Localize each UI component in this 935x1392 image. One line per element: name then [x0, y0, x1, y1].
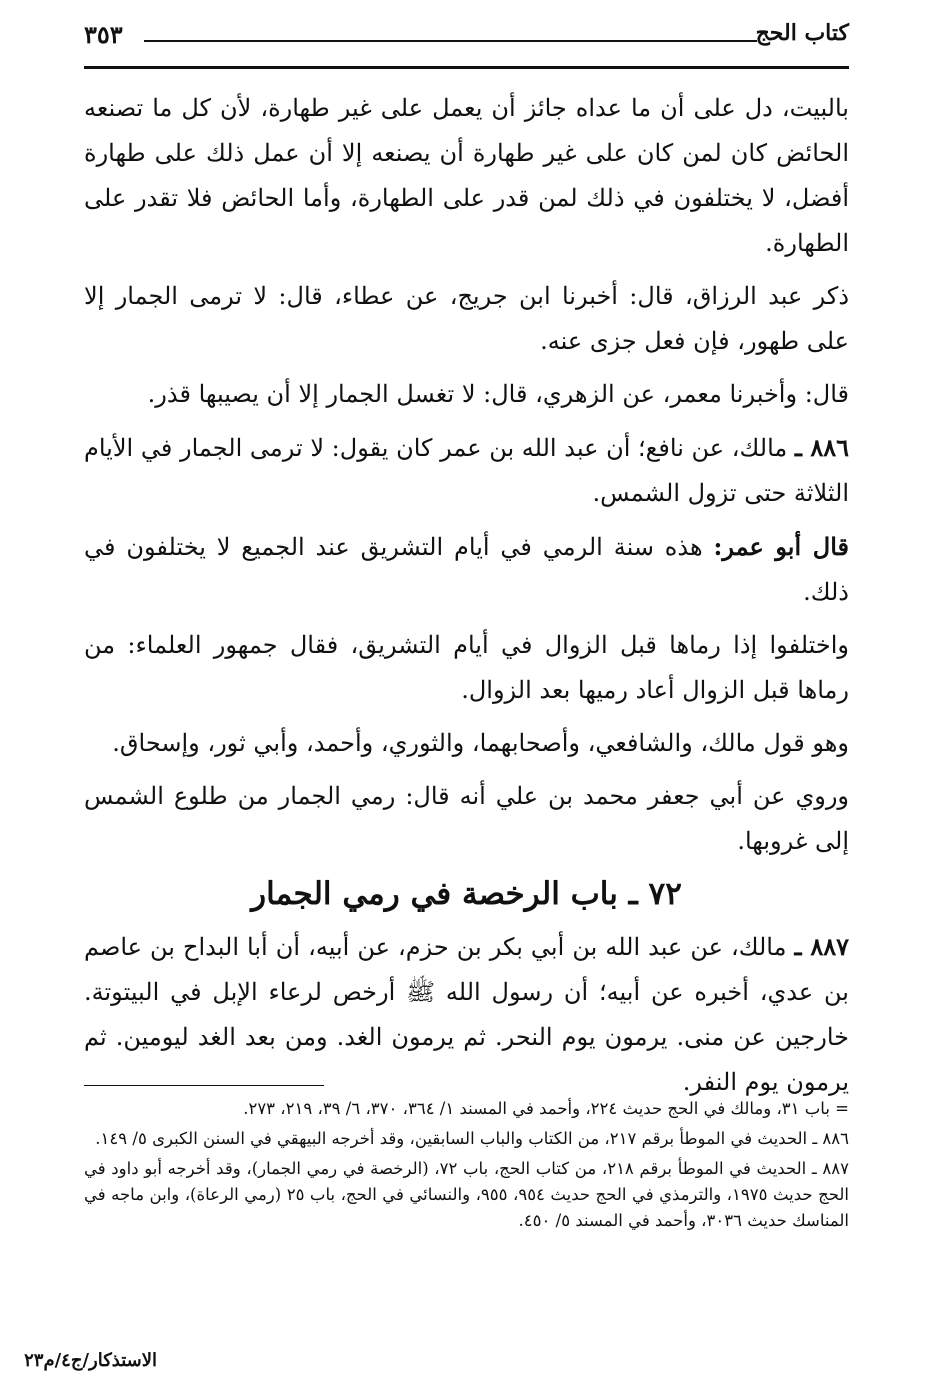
header-bottom-rule — [84, 66, 849, 69]
paragraph-text: ذكر عبد الرزاق، قال: أخبرنا ابن جريج، عن عطاء، قال: لا ترمى الجمار إلا على طهور، فإن فعل جزى عنه. — [84, 282, 849, 355]
printer-signature: الاستذكار/ج٤/م٢٣ — [24, 1350, 157, 1371]
hadith-886 — [84, 425, 849, 516]
footnote-separator — [84, 1085, 324, 1086]
header-rule — [144, 40, 757, 42]
footnote: ٨٨٧ ـ الحديث في الموطأ برقم ٢١٨، من كتاب الحج، باب ٧٢، (الرخصة في رمي الجمار)، وقد أخرجه أبو داود في الحج حديث ١٩٧٥، والترمذي في الحج حديث ٩٥٤، ٩٥٥، والنسائي في الحج، باب ٢٥ (رمي الرعاة)، وابن ماجه في المناسك حديث ٣٠٣٦، وأحمد في المسند ٥/ ٤٥٠. — [84, 1159, 850, 1230]
paragraph — [84, 86, 849, 266]
speaker-label: قال أبو عمر: — [713, 532, 849, 561]
paragraph — [84, 623, 849, 713]
hadith-number: ٨٨٦ ـ — [794, 433, 849, 462]
paragraph — [84, 274, 849, 364]
chapter-heading: ٧٢ ـ باب الرخصة في رمي الجمار — [251, 876, 682, 912]
paragraph — [84, 774, 849, 864]
paragraph-text: قال: وأخبرنا معمر، عن الزهري، قال: لا تغسل الجمار إلا أن يصيبها قذر. — [147, 380, 849, 408]
paragraph — [84, 372, 849, 417]
footnote: = باب ٣١، ومالك في الحج حديث ٢٢٤، وأحمد في المسند ١/ ٣٦٤، ٣٧٠، ٦/ ٣٩، ٢١٩، ٢٧٣. — [243, 1099, 849, 1118]
paragraph-text: مالك، عن عبد الله بن أبي بكر بن حزم، عن أبيه، أن أبا البداح بن عاصم بن عدي، أخبره عن أبيه؛ أن رسول الله ﷺ أرخص لرعاء الإبل في البيتوتة. خارجين عن منى. يرمون يوم النحر. ثم يرمون الغد. ومن بعد الغد ليومين. ثم يرمون يوم النفر. — [84, 933, 849, 1096]
page-body — [84, 86, 849, 1113]
paragraph-text: وروي عن أبي جعفر محمد بن علي أنه قال: رمي الجمار من طلوع الشمس إلى غروبها. — [84, 782, 849, 855]
paragraph-text: واختلفوا إذا رماها قبل الزوال في أيام التشريق، فقال جمهور العلماء: من رماها قبل الزوال أعاد رميها بعد الزوال. — [84, 631, 849, 704]
paragraph-text: هذه سنة الرمي في أيام التشريق عند الجميع لا يختلفون في ذلك. — [84, 533, 849, 606]
hadith-number: ٨٨٧ ـ — [794, 932, 849, 961]
paragraph — [84, 524, 849, 615]
paragraph-text: وهو قول مالك، والشافعي، وأصحابهما، والثوري، وأحمد، وأبي ثور، وإسحاق. — [112, 729, 849, 757]
footnote: ٨٨٦ ـ الحديث في الموطأ برقم ٢١٧، من الكتاب والباب السابقين، وقد أخرجه البيهقي في السنن الكبرى ٥/ ١٤٩. — [95, 1129, 849, 1148]
footnotes — [84, 1096, 849, 1238]
paragraph-text: مالك، عن نافع؛ أن عبد الله بن عمر كان يقول: لا ترمى الجمار في الأيام الثلاثة حتى تزول الشمس. — [84, 434, 849, 507]
page-number: ٣٥٣ — [84, 20, 123, 49]
page-header — [84, 18, 849, 58]
running-title: كتاب الحج — [755, 20, 849, 46]
paragraph — [84, 721, 849, 766]
hadith-887 — [84, 924, 849, 1105]
paragraph-text: بالبيت، دل على أن ما عداه جائز أن يعمل على غير طهارة، لأن كل ما تصنعه الحائض كان لمن كان على غير طهارة أن يصنعه إلا أن عمل ذلك على طهارة أفضل، لا يختلفون في ذلك لمن قدر على الطهارة، وأما الحائض فلا تقدر على الطهارة. — [84, 94, 849, 257]
